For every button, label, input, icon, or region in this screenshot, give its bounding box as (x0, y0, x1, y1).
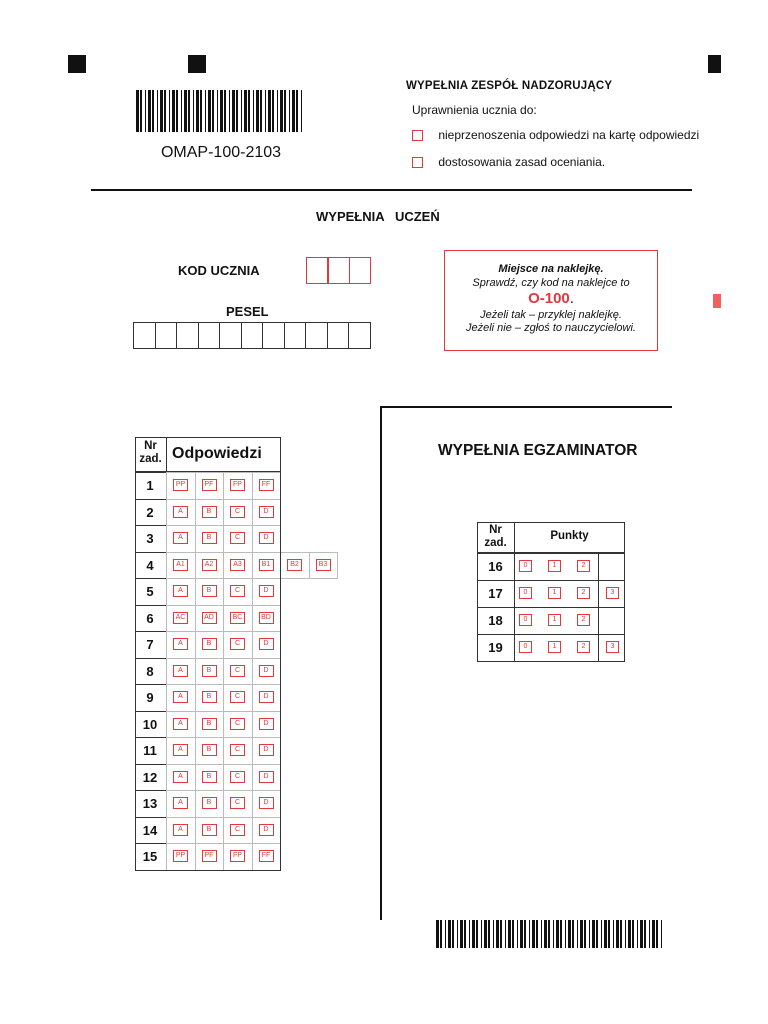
barcode-bar (148, 90, 151, 132)
barcode-bar (649, 920, 650, 948)
registration-mark-right (708, 55, 721, 73)
barcode-bar (136, 90, 139, 132)
answer-option-checkbox[interactable]: D (259, 585, 274, 597)
answer-option-checkbox[interactable]: C (230, 718, 245, 730)
barcode-bar (592, 920, 595, 948)
answer-option-checkbox[interactable]: B (202, 824, 217, 836)
barcode-bar (452, 920, 454, 948)
barcode-bar (164, 90, 166, 132)
barcode-bar (476, 920, 478, 948)
sticker-line-2: Sprawdź, czy kod na naklejce to (472, 277, 630, 289)
barcode-bar (505, 920, 506, 948)
checkbox-icon[interactable] (412, 130, 423, 141)
points-option-checkbox[interactable]: 1 (548, 614, 561, 626)
answers-header-title: Odpowiedzi (172, 445, 262, 462)
barcode-bar (292, 90, 295, 132)
answer-row-number: 13 (142, 796, 158, 811)
answer-option-checkbox[interactable]: AC (173, 612, 188, 624)
barcode-bar (184, 90, 187, 132)
points-option-checkbox[interactable]: 0 (519, 614, 532, 626)
barcode-bar (460, 920, 463, 948)
pesel-digit-box[interactable] (327, 322, 350, 349)
answer-option-checkbox[interactable]: A1 (173, 559, 188, 571)
barcode-bar (241, 90, 242, 132)
answer-row-number: 7 (146, 637, 154, 652)
answer-row-number: 12 (142, 769, 158, 785)
barcode-bar (520, 920, 523, 948)
barcode-bar (193, 90, 194, 132)
barcode-bar (625, 920, 626, 948)
barcode-bar (496, 920, 499, 948)
barcode-bar (565, 920, 566, 948)
right-item-2[interactable] (412, 155, 605, 169)
barcode-bar (236, 90, 238, 132)
answer-option-checkbox[interactable]: A2 (202, 559, 217, 571)
answer-row-number: 10 (142, 716, 158, 732)
answer-row-number: 9 (146, 690, 154, 705)
answer-option-checkbox[interactable]: A (173, 797, 188, 809)
answer-option-checkbox[interactable]: A (173, 532, 188, 544)
answer-option-checkbox[interactable]: A (173, 771, 188, 783)
answers-header-zad-text: zad. (139, 453, 162, 465)
exam-code: OMAP-100-2103 (160, 144, 282, 161)
pesel-digit-box[interactable] (241, 322, 264, 349)
points-option-checkbox[interactable]: 2 (577, 614, 590, 626)
barcode-bar (157, 90, 158, 132)
barcode-bar (248, 90, 250, 132)
barcode-bar (280, 90, 283, 132)
answer-option-checkbox[interactable]: A (173, 744, 188, 756)
answers-header-nr-text: Nr (144, 440, 157, 452)
answer-option-checkbox[interactable]: AD (202, 612, 217, 624)
rights-label: Uprawnienia ucznia do: (412, 103, 537, 117)
kod-digit-box[interactable] (328, 257, 350, 284)
barcode-bar (628, 920, 631, 948)
answer-option-checkbox[interactable]: D (259, 506, 274, 518)
examiner-frame-left (380, 406, 382, 920)
answer-row-number: 14 (142, 822, 158, 838)
answer-option-checkbox[interactable]: FF (259, 850, 274, 862)
answer-option-checkbox[interactable]: C (230, 638, 245, 650)
barcode-bar (532, 920, 535, 948)
points-option-checkbox[interactable]: 0 (519, 587, 532, 599)
pesel-label: PESEL (226, 304, 269, 319)
points-option-checkbox[interactable]: 0 (519, 641, 532, 653)
points-option-checkbox[interactable]: 1 (548, 560, 561, 572)
barcode-bar (224, 90, 226, 132)
answer-row-number: 4 (146, 557, 154, 573)
barcode-bar (196, 90, 199, 132)
answer-row-number: 6 (146, 610, 154, 626)
barcode-bar (577, 920, 578, 948)
answer-option-checkbox[interactable]: C (230, 532, 245, 544)
header-divider (91, 189, 692, 191)
barcode-bar (560, 920, 562, 948)
examiner-frame-top (380, 406, 672, 408)
barcode-bar (556, 920, 559, 948)
answer-row-number: 15 (142, 849, 158, 864)
answer-option-checkbox[interactable]: D (259, 638, 274, 650)
answer-option-checkbox[interactable]: B3 (316, 559, 331, 571)
sticker-line-3: Jeżeli tak – przyklej naklejkę. (480, 309, 622, 321)
answer-option-checkbox[interactable]: C (230, 744, 245, 756)
barcode-bar (632, 920, 634, 948)
points-option-checkbox[interactable]: 3 (606, 641, 619, 653)
pesel-digit-box[interactable] (133, 322, 156, 349)
points-header-zad-text: zad. (484, 537, 507, 549)
kod-ucznia-label: KOD UCZNIA (178, 263, 260, 278)
answer-option-checkbox[interactable]: A (173, 506, 188, 518)
barcode-bar (661, 920, 662, 948)
answer-option-checkbox[interactable]: B (202, 797, 217, 809)
answer-option-checkbox[interactable]: BC (230, 612, 245, 624)
answer-option-checkbox[interactable]: C (230, 665, 245, 677)
answer-option-checkbox[interactable]: PP (173, 479, 188, 491)
barcode-bar (253, 90, 254, 132)
answer-option-checkbox[interactable]: D (259, 665, 274, 677)
barcode-bar (448, 920, 451, 948)
answer-option-checkbox[interactable]: D (259, 797, 274, 809)
answer-option-checkbox[interactable]: A (173, 824, 188, 836)
barcode-bar (604, 920, 607, 948)
barcode-bar (640, 920, 643, 948)
barcode-bar (572, 920, 574, 948)
barcode-bar (296, 90, 298, 132)
answer-option-checkbox[interactable]: PF (202, 479, 217, 491)
right-item-1-label: nieprzenoszenia odpowiedzi na kartę odpowiedzi (438, 128, 700, 142)
checkbox-icon[interactable] (412, 157, 423, 168)
answer-option-checkbox[interactable]: FP (230, 479, 245, 491)
barcode-bar (652, 920, 655, 948)
barcode-bar (205, 90, 206, 132)
answer-row-number: 2 (146, 504, 154, 520)
barcode-bottom (436, 920, 666, 948)
sticker-code-suffix: . (569, 290, 574, 307)
pesel-digit-box[interactable] (284, 322, 307, 349)
barcode-bar (445, 920, 446, 948)
points-header-title: Punkty (550, 530, 589, 542)
pesel-digit-box[interactable] (198, 322, 221, 349)
barcode-bar (500, 920, 502, 948)
barcode-bar (601, 920, 602, 948)
pesel-digit-box[interactable] (348, 322, 371, 349)
pesel-digit-box[interactable] (176, 322, 199, 349)
barcode-bar (637, 920, 638, 948)
barcode-bar (217, 90, 218, 132)
points-header-nr-text: Nr (489, 524, 502, 536)
registration-mark-left (68, 55, 86, 73)
answer-option-checkbox[interactable]: B1 (259, 559, 274, 571)
answer-option-checkbox[interactable]: B (202, 691, 217, 703)
answer-option-checkbox[interactable]: C (230, 585, 245, 597)
answer-option-checkbox[interactable]: BD (259, 612, 274, 624)
pesel-digit-box[interactable] (262, 322, 285, 349)
answer-option-checkbox[interactable]: A (173, 691, 188, 703)
barcode-bar (188, 90, 190, 132)
points-option-checkbox[interactable]: 1 (548, 587, 561, 599)
answer-row-number: 11 (143, 743, 157, 758)
answer-row-number: 8 (146, 663, 154, 679)
points-row-number: 19 (488, 640, 503, 655)
answer-option-checkbox[interactable]: B (202, 771, 217, 783)
answer-row-number: 1 (146, 478, 154, 493)
answer-option-checkbox[interactable]: B (202, 638, 217, 650)
sticker-area (444, 250, 658, 351)
barcode-bar (181, 90, 182, 132)
barcode-bar (529, 920, 530, 948)
answers-table-frame (135, 437, 281, 871)
answer-option-checkbox[interactable]: B (202, 585, 217, 597)
barcode-bar (169, 90, 170, 132)
barcode-bar (584, 920, 586, 948)
barcode-bar (596, 920, 598, 948)
pesel-digit-box[interactable] (305, 322, 328, 349)
barcode-bar (440, 920, 442, 948)
barcode-bar (152, 90, 154, 132)
answer-option-checkbox[interactable]: B (202, 718, 217, 730)
points-header-nr (477, 524, 514, 550)
points-cell-divider (598, 553, 625, 581)
answer-option-checkbox[interactable]: A (173, 638, 188, 650)
pesel-digit-box[interactable] (219, 322, 242, 349)
barcode-bar (140, 90, 142, 132)
sticker-line-1: Miejsce na naklejkę. (498, 263, 604, 275)
barcode-bar (517, 920, 518, 948)
points-cell-divider (598, 607, 625, 635)
barcode-bar (200, 90, 202, 132)
barcode-bar (260, 90, 262, 132)
answer-option-checkbox[interactable]: B (202, 532, 217, 544)
barcode-bar (644, 920, 646, 948)
barcode-bar (493, 920, 494, 948)
points-option-checkbox[interactable]: 0 (519, 560, 532, 572)
barcode-bar (472, 920, 475, 948)
pesel-digit-box[interactable] (155, 322, 178, 349)
answer-row-number: 3 (146, 531, 154, 546)
answer-option-checkbox[interactable]: B (202, 665, 217, 677)
points-row-number: 16 (488, 559, 503, 574)
answer-option-checkbox[interactable]: FP (230, 850, 245, 862)
barcode-bar (272, 90, 274, 132)
barcode-bar (484, 920, 487, 948)
points-row-number: 17 (488, 586, 503, 601)
answer-option-checkbox[interactable]: D (259, 824, 274, 836)
barcode-bar (212, 90, 214, 132)
answer-option-checkbox[interactable]: D (259, 718, 274, 730)
answer-option-checkbox[interactable]: A (173, 665, 188, 677)
sticker-code: O-100 (528, 290, 570, 307)
barcode-bar (613, 920, 614, 948)
barcode-bar (508, 920, 511, 948)
barcode-bar (457, 920, 458, 948)
answer-option-checkbox[interactable]: C (230, 824, 245, 836)
barcode-bar (265, 90, 266, 132)
barcode-bar (436, 920, 439, 948)
barcode-bar (481, 920, 482, 948)
kod-digit-box[interactable] (349, 257, 371, 284)
barcode-bar (488, 920, 490, 948)
barcode-bar (548, 920, 550, 948)
barcode-bar (656, 920, 658, 948)
barcode-bar (208, 90, 211, 132)
answer-option-checkbox[interactable]: C (230, 506, 245, 518)
barcode-bar (544, 920, 547, 948)
sticker-line-4: Jeżeli nie – zgłoś to nauczycielowi. (466, 322, 636, 334)
registration-mark-center (188, 55, 206, 73)
barcode-top (136, 90, 304, 132)
barcode-bar (268, 90, 271, 132)
barcode-bar (469, 920, 470, 948)
supervisor-title: WYPEŁNIA ZESPÓŁ NADZORUJĄCY (406, 80, 613, 92)
barcode-bar (568, 920, 571, 948)
points-option-checkbox[interactable]: 1 (548, 641, 561, 653)
sticker-code-line (445, 290, 657, 308)
barcode-bar (145, 90, 146, 132)
barcode-bar (244, 90, 247, 132)
points-option-checkbox[interactable]: 2 (577, 641, 590, 653)
answer-option-checkbox[interactable]: PF (202, 850, 217, 862)
answer-option-checkbox[interactable]: A (173, 718, 188, 730)
right-item-2-label: dostosowania zasad oceniania. (438, 155, 606, 169)
answer-option-checkbox[interactable]: B (202, 744, 217, 756)
answer-option-checkbox[interactable]: D (259, 744, 274, 756)
barcode-bar (172, 90, 175, 132)
barcode-bar (220, 90, 223, 132)
barcode-bar (464, 920, 466, 948)
answer-option-checkbox[interactable]: A3 (230, 559, 245, 571)
barcode-bar (232, 90, 235, 132)
answer-option-checkbox[interactable]: PP (173, 850, 188, 862)
barcode-bar (256, 90, 259, 132)
barcode-bar (620, 920, 622, 948)
answer-option-checkbox[interactable]: FF (259, 479, 274, 491)
edge-marker (713, 294, 721, 308)
barcode-bar (277, 90, 278, 132)
points-option-checkbox[interactable]: 3 (606, 587, 619, 599)
answer-option-checkbox[interactable]: B2 (287, 559, 302, 571)
barcode-bar (553, 920, 554, 948)
barcode-bar (541, 920, 542, 948)
student-section-title: WYPEŁNIA UCZEŃ (316, 209, 440, 224)
examiner-title: WYPEŁNIA EGZAMINATOR (438, 442, 638, 459)
barcode-bar (608, 920, 610, 948)
answer-row-number: 5 (146, 584, 154, 599)
answer-option-checkbox[interactable]: D (259, 691, 274, 703)
barcode-bar (160, 90, 163, 132)
barcode-bar (289, 90, 290, 132)
answer-option-checkbox[interactable]: A (173, 585, 188, 597)
points-option-checkbox[interactable]: 2 (577, 587, 590, 599)
barcode-bar (536, 920, 538, 948)
barcode-bar (284, 90, 286, 132)
barcode-bar (524, 920, 526, 948)
barcode-bar (301, 90, 302, 132)
right-item-1[interactable] (412, 128, 699, 142)
answer-option-checkbox[interactable]: B (202, 506, 217, 518)
answer-option-checkbox[interactable]: C (230, 691, 245, 703)
barcode-bar (589, 920, 590, 948)
answer-option-checkbox[interactable]: C (230, 797, 245, 809)
points-row-number: 18 (488, 613, 503, 628)
points-option-checkbox[interactable]: 2 (577, 560, 590, 572)
barcode-bar (176, 90, 178, 132)
kod-digit-box[interactable] (306, 257, 328, 284)
barcode-bar (580, 920, 583, 948)
answer-option-checkbox[interactable]: D (259, 771, 274, 783)
barcode-bar (229, 90, 230, 132)
barcode-bar (616, 920, 619, 948)
answer-option-checkbox[interactable]: D (259, 532, 274, 544)
barcode-bar (512, 920, 514, 948)
answer-option-checkbox[interactable]: C (230, 771, 245, 783)
